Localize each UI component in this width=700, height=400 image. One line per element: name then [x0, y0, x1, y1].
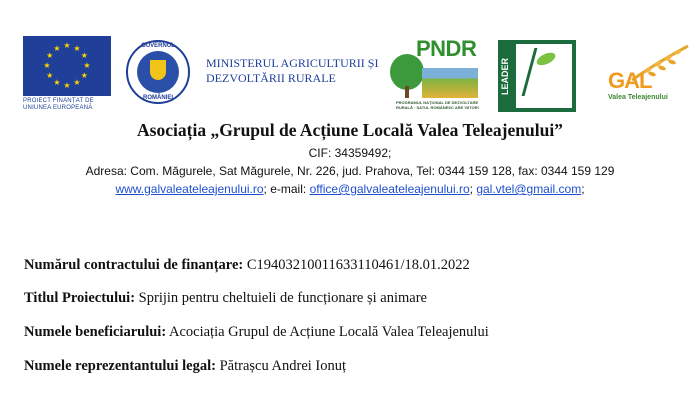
legal-representative-field — [24, 358, 346, 375]
legal-representative-value: Pătrașcu Andrei Ionuț — [219, 358, 347, 374]
website-link[interactable]: www.galvaleateleajenului.ro — [115, 182, 264, 196]
leader-word: LEADER — [500, 57, 510, 95]
tree-trunk — [405, 86, 409, 98]
line-end: ; — [581, 182, 585, 196]
gal-text: GAL — [608, 68, 652, 93]
government-seal-logo — [126, 40, 190, 104]
coat-of-arms-icon — [150, 60, 166, 80]
contract-number-label: Numărul contractului de finanțare: — [24, 257, 244, 273]
eu-star-icon: ★ — [46, 71, 54, 80]
eu-star-icon: ★ — [63, 41, 71, 50]
eu-star-icon: ★ — [80, 71, 88, 80]
gal-caption: Valea Teleajenului — [608, 94, 668, 101]
contract-number-value: C19403210011633110461/18.01.2022 — [246, 257, 470, 273]
seal-text-top: GUVERNUL — [141, 43, 175, 49]
contact-links-line — [0, 182, 700, 196]
eu-caption — [23, 98, 113, 112]
pndr-logo — [388, 36, 480, 116]
eu-caption-line2: UNIUNEA EUROPEANĂ — [23, 105, 93, 111]
eu-star-icon: ★ — [46, 51, 54, 60]
pndr-title: PNDR — [416, 36, 477, 61]
eu-star-icon: ★ — [53, 43, 61, 53]
gal-logo — [598, 42, 698, 112]
eu-star-icon: ★ — [73, 43, 81, 53]
eu-flag-icon — [23, 36, 111, 96]
logo-bar — [0, 34, 700, 118]
ministry-name — [206, 56, 386, 86]
contract-number-field — [24, 257, 470, 274]
seal-ring — [126, 40, 190, 104]
beneficiary-field — [24, 324, 489, 341]
pndr-caption: PROGRAMUL NAȚIONAL DE DEZVOLTARE RURALĂ · SATUL ROMÂNESC ARE VIITOR! — [396, 100, 479, 110]
legal-representative-label: Numele reprezentantului legal: — [24, 358, 216, 374]
project-title-field — [24, 290, 427, 307]
email-label: ; e-mail: — [263, 182, 310, 196]
eu-star-icon: ★ — [83, 61, 91, 70]
address-line: Adresa: Com. Măgurele, Sat Măgurele, Nr. 226, jud. Prahova, Tel: 0344 159 128, fax: 0344 159 129 — [85, 164, 615, 178]
eu-star-icon: ★ — [43, 61, 51, 70]
eu-star-icon: ★ — [53, 78, 61, 88]
eu-star-icon: ★ — [73, 78, 81, 88]
eu-star-icon: ★ — [80, 51, 88, 60]
seal-text-bottom: ROMÂNIEI — [143, 95, 173, 101]
eu-star-icon: ★ — [63, 81, 71, 90]
gmail-email-link[interactable]: gal.vtel@gmail.com — [476, 182, 582, 196]
eu-logo — [23, 36, 113, 112]
project-title-value: Sprijin pentru cheltuieli de funcționare și animare — [138, 290, 427, 306]
beneficiary-label: Numele beneficiarului: — [24, 324, 167, 340]
eu-caption-line1: PROIECT FINANȚAT DE — [23, 98, 94, 104]
field-landscape-icon — [422, 68, 478, 98]
beneficiary-value: Acociația Grupul de Acțiune Locală Valea Teleajenului — [169, 324, 489, 340]
office-email-link[interactable]: office@galvaleateleajenului.ro — [309, 182, 470, 196]
project-title-label: Titlul Proiectului: — [24, 290, 136, 306]
ministry-line2: DEZVOLTĂRII RURALE — [206, 71, 336, 85]
link-separator: ; — [469, 182, 477, 196]
ministry-line1: MINISTERUL AGRICULTURII ȘI — [206, 56, 379, 70]
cif-line: CIF: 34359492; — [308, 146, 392, 160]
organization-title: Asociația „Grupul de Acțiune Locală Valea Teleajenului” — [137, 120, 563, 140]
leader-logo — [498, 40, 576, 112]
